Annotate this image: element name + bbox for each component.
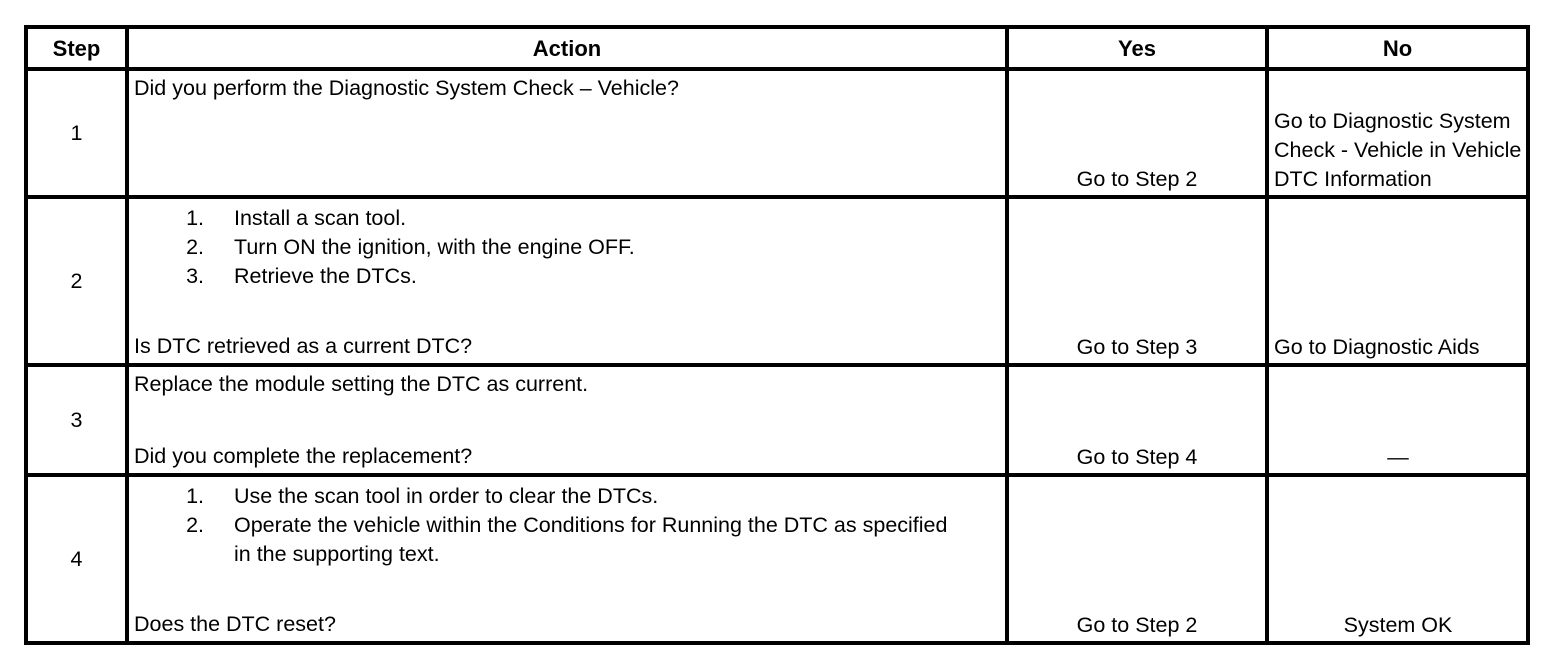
table-row-step-3 — [26, 365, 1528, 475]
action-cell — [127, 197, 1007, 365]
action-step-text: Turn ON the ignition, with the engine OFF. — [234, 235, 635, 259]
yes-cell: Go to Step 4 — [1007, 365, 1267, 475]
action-step-number: 2. — [186, 513, 204, 537]
table-row-step-2 — [26, 197, 1528, 365]
action-steps-list — [134, 482, 1001, 569]
action-cell — [127, 365, 1007, 475]
step-number: 1 — [26, 69, 127, 197]
table-row-step-1 — [26, 69, 1528, 197]
action-step-number: 1. — [186, 206, 204, 230]
action-step-item — [134, 262, 1001, 291]
yes-cell: Go to Step 2 — [1007, 475, 1267, 643]
action-step-item — [134, 511, 1001, 569]
action-question: Does the DTC reset? — [134, 612, 336, 636]
action-step-item — [134, 482, 1001, 511]
no-cell: System OK — [1267, 475, 1528, 643]
action-cell — [127, 69, 1007, 197]
no-cell: — — [1267, 365, 1528, 475]
step-number: 4 — [26, 475, 127, 643]
action-step-text: Retrieve the DTCs. — [234, 264, 417, 288]
header-yes: Yes — [1007, 27, 1267, 69]
action-step-item — [134, 233, 1001, 262]
action-step-number: 3. — [186, 264, 204, 288]
header-no: No — [1267, 27, 1528, 69]
yes-cell: Go to Step 2 — [1007, 69, 1267, 197]
header-row — [26, 27, 1528, 69]
action-question: Did you complete the replacement? — [134, 444, 473, 468]
action-step-item — [134, 204, 1001, 233]
step-number: 3 — [26, 365, 127, 475]
action-text: Did you perform the Diagnostic System Check – Vehicle? — [134, 76, 679, 100]
action-step-text: Install a scan tool. — [234, 206, 407, 230]
header-action: Action — [127, 27, 1007, 69]
action-question: Is DTC retrieved as a current DTC? — [134, 334, 473, 358]
action-step-number: 1. — [186, 484, 204, 508]
diagnostic-table — [24, 25, 1530, 645]
action-cell — [127, 475, 1007, 643]
no-cell: Go to Diagnostic Aids — [1267, 197, 1528, 365]
action-step-text: Use the scan tool in order to clear the DTCs. — [234, 484, 659, 508]
yes-cell: Go to Step 3 — [1007, 197, 1267, 365]
step-number: 2 — [26, 197, 127, 365]
action-step-number: 2. — [186, 235, 204, 259]
action-text: Replace the module setting the DTC as current. — [134, 372, 589, 396]
header-step: Step — [26, 27, 127, 69]
action-step-text: Operate the vehicle within the Conditions for Running the DTC as specified in the supporting text. — [234, 513, 948, 566]
table-row-step-4 — [26, 475, 1528, 643]
action-steps-list — [134, 204, 1001, 291]
no-cell: Go to Diagnostic System Check - Vehicle in Vehicle DTC Information — [1267, 69, 1528, 197]
